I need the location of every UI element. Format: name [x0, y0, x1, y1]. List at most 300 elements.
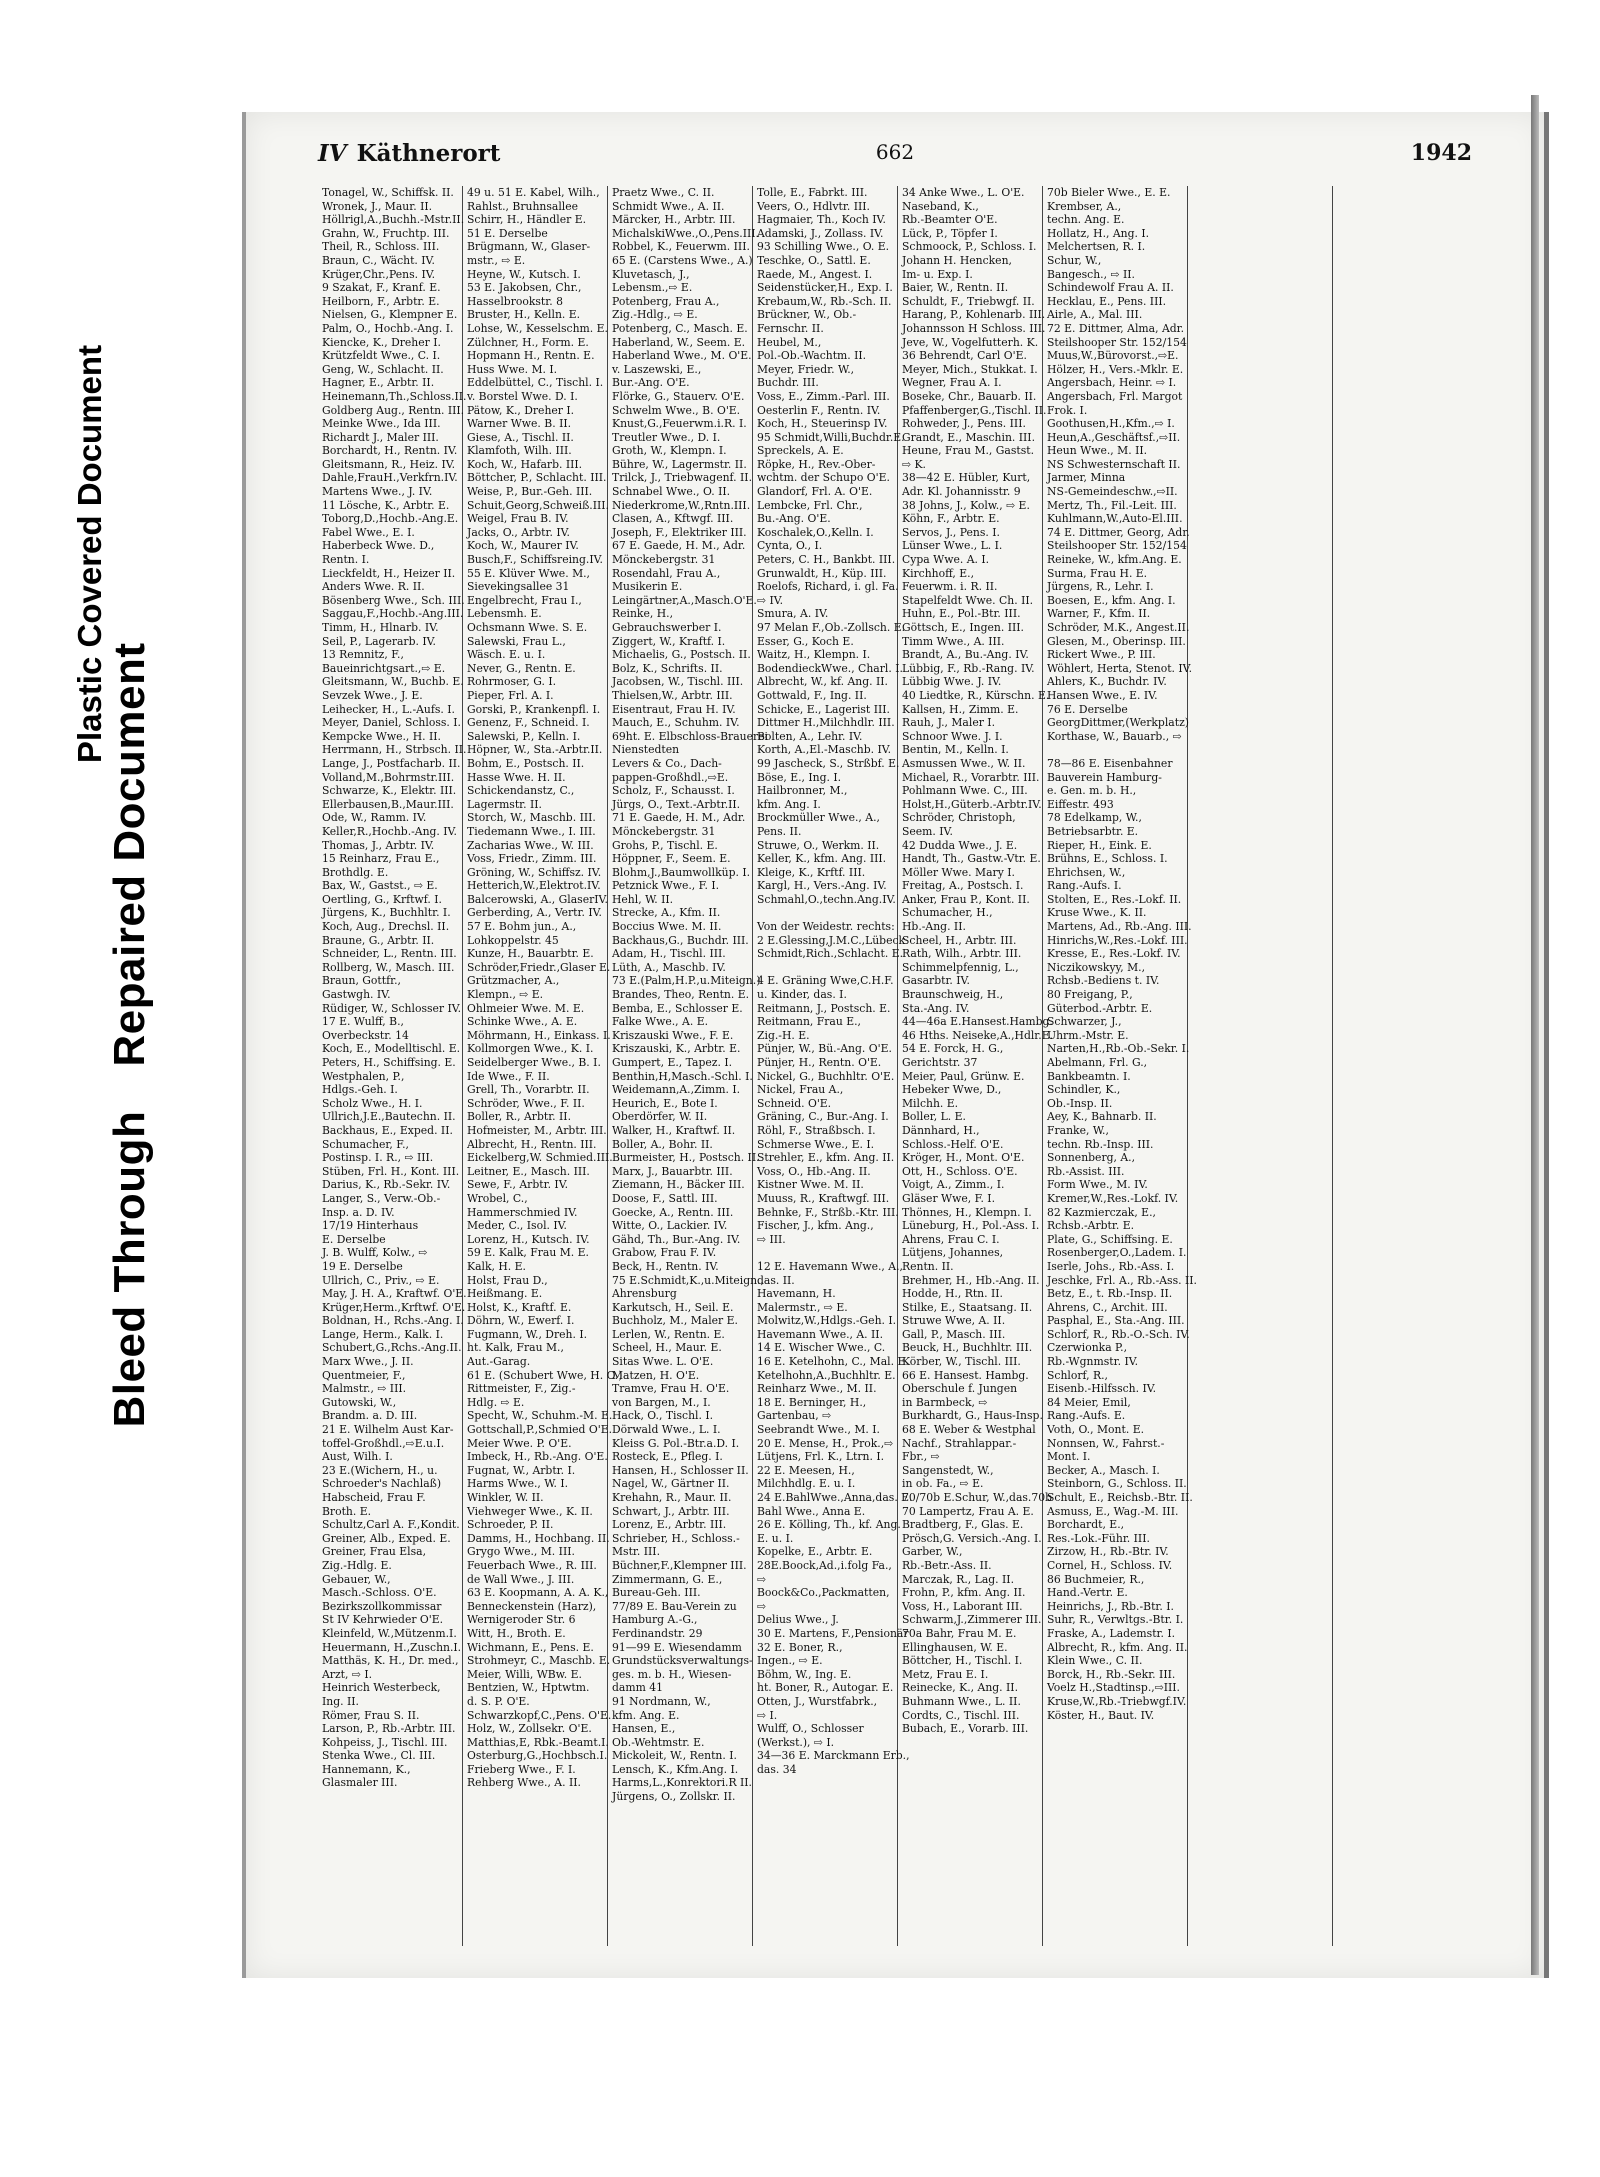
directory-entry: Nachf., Strahlappar.- — [902, 1436, 1017, 1450]
directory-entry: Pasphal, E., Sta.-Ang. III. — [1047, 1314, 1185, 1328]
directory-entry: Rchsb.-Bediens t. IV. — [1047, 974, 1160, 988]
directory-entry: Harms,L.,Konrektori.R II. — [612, 1776, 752, 1790]
directory-entry: 21 E. Wilhelm Aust Kar- — [322, 1423, 454, 1437]
directory-entry: Airle, A., Mal. III. — [1047, 308, 1143, 322]
column-2 — [463, 186, 623, 1946]
directory-entry: Baueinrichtgsart.,⇨ E. — [322, 661, 446, 675]
directory-entry: Ahrensburg — [612, 1287, 677, 1301]
directory-entry: Lange, Herm., Kalk. I. — [322, 1327, 444, 1341]
directory-entry: Salewski, P., Kelln. I. — [467, 729, 581, 743]
directory-entry: Matthäs, K. H., Dr. med., — [322, 1654, 459, 1668]
directory-entry: 19 E. Derselbe — [322, 1259, 403, 1273]
directory-entry: Koch, E., Modelltischl. E. — [322, 1042, 461, 1056]
directory-entry: Herrmann, H., Strbsch. II. — [322, 743, 467, 757]
directory-entry: Weise, P., Bur.-Geh. III. — [467, 485, 593, 499]
directory-entry: Scholz, F., Schausst. I. — [612, 784, 735, 798]
directory-entry: Treutler Wwe., D. I. — [612, 430, 721, 444]
directory-entry: Dännhard, H., — [902, 1123, 980, 1137]
column-7 — [1188, 186, 1333, 1946]
directory-entry: Mertz, Th., Fil.-Leit. III. — [1047, 498, 1177, 512]
directory-entry: Anders Wwe. R. II. — [322, 580, 425, 594]
directory-entry: Hebeker Wwe, D., — [902, 1083, 1002, 1097]
directory-entry: Zig.-Hdlg. E. — [322, 1558, 392, 1572]
directory-entry: Bauverein Hamburg- — [1047, 770, 1162, 784]
directory-entry: Lorenz, H., Kutsch. IV. — [467, 1232, 590, 1246]
directory-entry: Röpke, H., Rev.-Ober- — [757, 457, 876, 471]
directory-entry: Weigel, Frau B. IV. — [467, 512, 569, 526]
binding-edge — [1531, 95, 1539, 1975]
directory-entry: Betriebsarbtr. E. — [1047, 824, 1139, 838]
directory-entry: 26 E. Kölling, Th., kf. Ang. — [757, 1518, 901, 1532]
directory-entry: Raede, M., Angest. I. — [757, 267, 873, 281]
directory-entry: Flörke, G., Stauerv. O'E. — [612, 389, 745, 403]
directory-entry: Brühns, E., Schloss. I. — [1047, 852, 1168, 866]
directory-entry: Matthias,E, Rbk.-Beamt.I. — [467, 1735, 609, 1749]
directory-entry: 17/19 Hinterhaus — [322, 1219, 419, 1233]
directory-entry: Meyer, Daniel, Schloss. I. — [322, 716, 461, 730]
directory-entry: Garber, W., — [902, 1545, 963, 1559]
directory-entry: Greiner, Frau Elsa, — [322, 1545, 427, 1559]
directory-entry: Schwart, J., Arbtr. III. — [612, 1504, 730, 1518]
directory-entry: Heune, Frau M., Gastst. — [902, 444, 1035, 458]
directory-entry: Böttcher, P., Schlacht. III. — [467, 471, 607, 485]
directory-entry: Kirchhoff, E., — [902, 566, 975, 580]
directory-entry: Heißmang. E. — [467, 1287, 543, 1301]
directory-entry: ges. m. b. H., Wiesen- — [612, 1667, 732, 1681]
directory-entry: Brückner, W., Ob.- — [757, 308, 857, 322]
directory-entry: Ing. II. — [322, 1694, 359, 1708]
directory-entry: Form Wwe., M. IV. — [1047, 1178, 1148, 1192]
directory-entry: Busch,F., Schiffsreing.IV. — [467, 553, 603, 567]
directory-entry: Hasselbrookstr. 8 — [467, 294, 563, 308]
directory-entry: Baier, W., Rentn. II. — [902, 281, 1009, 295]
directory-entry: Gerberding, A., Vertr. IV. — [467, 906, 602, 920]
directory-entry: Grell, Th., Vorarbtr. II. — [467, 1083, 590, 1097]
directory-entry: (Werkst.), ⇨ I. — [757, 1735, 835, 1749]
directory-entry: Holst, Frau D., — [467, 1273, 548, 1287]
directory-entry: Niederkrome,W.,Rntn.III. — [612, 498, 751, 512]
directory-entry: Gläser Wwe, F. I. — [902, 1191, 996, 1205]
directory-entry: Milchhdlg. E. u. I. — [757, 1477, 856, 1491]
directory-entry: Lebensmh. E. — [467, 607, 542, 621]
directory-entry: Teschke, O., Sattl. E. — [757, 253, 871, 267]
directory-entry: Rang.-Aufs. E. — [1047, 1409, 1126, 1423]
directory-entry: 77/89 E. Bau-Verein zu — [612, 1599, 737, 1613]
directory-entry: wchtm. der Schupo O'E. — [757, 471, 890, 485]
directory-entry: Ellinghausen, W. E. — [902, 1640, 1008, 1654]
directory-entry: Märcker, H., Arbtr. III. — [612, 213, 736, 227]
directory-columns — [318, 186, 1478, 1946]
directory-entry: Hinrichs,W.,Res.-Lokf. III. — [1047, 933, 1188, 947]
directory-entry: Schmoock, P., Schloss. I. — [902, 240, 1037, 254]
directory-entry: Rittmeister, F., Zig.- — [467, 1382, 576, 1396]
directory-entry: Voelz H.,Stadtinsp.,⇨III. — [1047, 1681, 1180, 1695]
directory-entry: Koch, H., Steuerinsp IV. — [757, 417, 888, 431]
directory-entry: Pohlmann Wwe. C., III. — [902, 784, 1028, 798]
directory-entry: Struwe Wwe, A. II. — [902, 1314, 1006, 1328]
directory-entry: Voss, E., Zimm.-Parl. III. — [757, 389, 890, 403]
directory-entry: Johann H. Hencken, — [902, 253, 1012, 267]
directory-entry: Malermstr., ⇨ E. — [757, 1300, 848, 1314]
directory-entry: Lück, P., Töpfer I. — [902, 226, 998, 240]
directory-entry: Kruse Wwe., K. II. — [1047, 906, 1147, 920]
directory-entry: Lerlen, W., Rentn. E. — [612, 1327, 725, 1341]
label-plastic-covered: Plastic Covered Document — [71, 344, 108, 764]
directory-entry: Hodde, H., Rtn. II. — [902, 1287, 1003, 1301]
directory-entry: Damms, H., Hochbang. II. — [467, 1531, 610, 1545]
directory-entry: Möhrmann, H., Einkass. I. — [467, 1028, 611, 1042]
directory-entry: Milchh. E. — [902, 1096, 959, 1110]
directory-entry: Rb.-Wgnmstr. IV. — [1047, 1355, 1139, 1369]
directory-entry: Gottwald, F., Ing. II. — [757, 688, 867, 702]
directory-entry: Michaelis, G., Postsch. II. — [612, 648, 751, 662]
directory-entry: 59 E. Kalk, Frau M. E. — [467, 1246, 589, 1260]
directory-entry: Bur.-Ang. O'E. — [612, 376, 690, 390]
directory-entry: Schmerse Wwe., E. I. — [757, 1137, 875, 1151]
directory-entry: Strecke, A., Kfm. II. — [612, 906, 721, 920]
directory-entry: Angersbach, Frl. Margot — [1047, 389, 1183, 403]
directory-entry: Schröder, M.K., Angest.II. — [1047, 621, 1190, 634]
page-header — [318, 140, 1472, 170]
directory-entry: Nielsen, G., Klempner E. — [322, 308, 458, 322]
directory-entry: Rehberg Wwe., A. II. — [467, 1776, 581, 1790]
directory-entry: Krehahn, R., Maur. II. — [612, 1491, 732, 1504]
directory-entry: Michael, R., Vorarbtr. III. — [902, 770, 1040, 784]
directory-entry: Sewe, F., Arbtr. IV. — [467, 1178, 569, 1192]
directory-entry: Lensch, K., Kfm.Ang. I. — [612, 1762, 739, 1776]
directory-entry: Boller, R., Arbtr. II. — [467, 1110, 572, 1124]
directory-entry: Köhn, F., Arbtr. E. — [902, 512, 1000, 526]
directory-entry: Backhaus, E., Exped. II. — [322, 1123, 453, 1137]
directory-entry: 54 E. Forck, H. G., — [902, 1042, 1004, 1056]
directory-entry: Peters, C. H., Bankbt. III. — [757, 553, 896, 567]
directory-entry: Lüth, A., Maschb. IV. — [612, 960, 726, 974]
directory-entry: Rohrmoser, G. I. — [467, 675, 557, 689]
directory-entry: Broth. E. — [322, 1504, 372, 1518]
directory-entry: Ingen., ⇨ E. — [757, 1654, 823, 1668]
directory-entry: Meyer, Friedr. W., — [757, 362, 855, 376]
directory-entry: Dörwald Wwe., L. I. — [612, 1423, 721, 1437]
directory-entry: Bradtberg, F., Glas. E. — [902, 1518, 1024, 1532]
directory-entry: Rb.-Betr.-Ass. II. — [902, 1558, 992, 1572]
directory-entry: Schmahl,O.,techn.Ang.IV. — [757, 892, 896, 906]
directory-entry: Boock&Co.,Packmatten, — [757, 1586, 890, 1600]
directory-entry: Gebrauchswerber I. — [612, 621, 722, 634]
directory-entry: Postinsp. I. R., ⇨ III. — [322, 1151, 434, 1165]
directory-entry: Brothdlg. E. — [322, 865, 389, 879]
directory-entry: Schwelm Wwe., B. O'E. — [612, 403, 741, 417]
header-volume: IV — [318, 140, 347, 167]
directory-entry: Burkhardt, G., Haus-Insp. — [902, 1409, 1043, 1423]
directory-entry: Veers, O., Hdlvtr. III. — [757, 199, 870, 213]
directory-entry: Rang.-Aufs. I. — [1047, 879, 1122, 893]
directory-entry: Anker, Frau P., Kont. II. — [902, 892, 1030, 906]
directory-entry: Ochsmann Wwe. S. E. — [467, 621, 588, 634]
directory-entry: Oberschule f. Jungen — [902, 1382, 1018, 1396]
directory-entry: Höppner, F., Seem. E. — [612, 852, 731, 866]
directory-entry: Kriszauski, K., Arbtr. E. — [612, 1042, 741, 1056]
directory-entry: 75 E.Schmidt,K.,u.Miteign., — [612, 1273, 764, 1287]
directory-entry: Zacharias Wwe., W. III. — [467, 838, 594, 852]
directory-entry: Kopelke, E., Arbtr. E. — [757, 1545, 873, 1559]
directory-entry: Meder, C., Isol. IV. — [467, 1219, 567, 1233]
directory-entry: Lieckfeldt, H., Heizer II. — [322, 566, 456, 580]
directory-entry: Brandt, A., Bu.-Ang. IV. — [902, 648, 1029, 662]
directory-entry: Heinrich Westerbeck, — [322, 1681, 441, 1695]
directory-entry: Sangenstedt, W., — [902, 1463, 994, 1477]
directory-entry: 38—42 E. Hübler, Kurt, — [902, 471, 1031, 485]
directory-entry: 70 Lampertz, Frau A. E. — [902, 1504, 1034, 1518]
directory-entry: Langer, S., Verw.-Ob.- — [322, 1191, 441, 1205]
directory-entry: 93 Schilling Wwe., O. E. — [757, 240, 890, 254]
directory-entry: Von der Weidestr. rechts: — [757, 920, 895, 934]
directory-entry: Benneckenstein (Harz), — [467, 1599, 597, 1613]
directory-entry: Voss, Friedr., Zimm. III. — [467, 852, 597, 866]
directory-entry: Schuldt, F., Triebwgf. II. — [902, 294, 1035, 308]
directory-entry: 72 E. Dittmer, Alma, Adr. — [1047, 321, 1185, 335]
directory-entry: 24 E.BahlWwe.,Anna,das. E. — [757, 1491, 913, 1504]
directory-entry: Gröning, W., Schiffsz. IV. — [467, 865, 602, 879]
directory-entry: techn. Ang. E. — [1047, 213, 1125, 227]
directory-entry: Cornel, H., Schloss. IV. — [1047, 1558, 1173, 1572]
directory-entry: Plate, G., Schiffsing. E. — [1047, 1232, 1173, 1246]
directory-entry — [757, 906, 893, 920]
directory-entry: 84 Meier, Emil, — [1047, 1395, 1131, 1409]
directory-entry: Schwarm,J.,Zimmerer III. — [902, 1613, 1042, 1627]
directory-entry: Meier, Paul, Grünw. E. — [902, 1069, 1025, 1083]
directory-entry: Zig.-H. E. — [757, 1028, 810, 1042]
directory-entry: Groth, W., Klempn. I. — [612, 444, 727, 458]
directory-entry: Betz, E., t. Rb.-Insp. II. — [1047, 1287, 1173, 1301]
directory-entry: 51 E. Derselbe — [467, 226, 548, 240]
directory-entry: 53 E. Jakobsen, Chr., — [467, 281, 582, 295]
directory-entry: Schneid. O'E. — [757, 1096, 832, 1110]
directory-entry: Braun, C., Wächt. IV. — [322, 253, 435, 267]
directory-entry: Böttcher, H., Tischl. I. — [902, 1654, 1023, 1668]
directory-entry: Kleinfeld, W.,Mützenm.I. — [322, 1626, 457, 1640]
directory-entry: Servos, J., Pens. I. — [902, 525, 1000, 539]
directory-entry: Hecklau, E., Pens. III. — [1047, 294, 1167, 308]
directory-entry: de Wall Wwe., J. III. — [467, 1572, 575, 1586]
directory-entry: Habscheid, Frau F. — [322, 1491, 426, 1504]
directory-entry: Harang, P., Kohlenarb. III. — [902, 308, 1046, 322]
directory-entry: NS Schwesternschaft II. — [1047, 457, 1181, 471]
directory-entry: Buchdr. III. — [757, 376, 819, 390]
directory-entry: Roelofs, Richard, i. gl. Fa. — [757, 580, 899, 594]
directory-entry: Frohn, P., kfm. Ang. II. — [902, 1586, 1026, 1600]
directory-entry: Jacobsen, W., Tischl. III. — [612, 675, 744, 689]
directory-entry: ht. Boner, R., Autogar. E. — [757, 1681, 894, 1695]
directory-entry: Spreckels, A. E. — [757, 444, 844, 458]
directory-entry: 28E.Boock,Ad.,i.folg Fa., — [757, 1558, 892, 1572]
directory-entry: Insp. a. D. IV. — [322, 1205, 395, 1219]
directory-entry: Holz, W., Zollsekr. O'E. — [467, 1722, 592, 1736]
directory-entry: Rosteck, E., Pfleg. I. — [612, 1450, 723, 1464]
directory-entry: Osterburg,G.,Hochbsch.I. — [467, 1749, 608, 1763]
directory-entry: Kuhlmann,W.,Auto-El.III. — [1047, 512, 1183, 526]
directory-entry: Mickoleit, W., Rentn. I. — [612, 1749, 737, 1763]
directory-entry: Reinharz Wwe., M. II. — [757, 1382, 877, 1396]
directory-entry: in Barmbeck, ⇨ — [902, 1395, 988, 1409]
directory-entry: Potenberg, C., Masch. E. — [612, 321, 748, 335]
directory-entry: 16 E. Ketelhohn, C., Mal. E. — [757, 1355, 909, 1369]
directory-entry: Adr. Kl. Johannisstr. 9 — [902, 485, 1021, 499]
directory-entry: Grohs, P., Tischl. E. — [612, 838, 718, 852]
directory-entry: Kallsen, H., Zimm. E. — [902, 702, 1019, 716]
directory-entry: Goothusen,H.,Kfm.,⇨ I. — [1047, 417, 1175, 431]
directory-entry: Naseband, K., — [902, 199, 979, 213]
directory-entry: Voth, O., Mont. E. — [1047, 1423, 1145, 1437]
directory-entry: Kohpeiss, J., Tischl. III. — [322, 1735, 448, 1749]
directory-entry: Mont. I. — [1047, 1450, 1091, 1464]
directory-entry: Hetterich,W.,Elektrot.IV. — [467, 879, 601, 893]
directory-entry: 73 E.(Palm,H.P.,u.Miteign.) — [612, 974, 761, 988]
directory-entry: Fugmann, W., Dreh. I. — [467, 1327, 588, 1341]
directory-entry: Heyne, W., Kutsch. I. — [467, 267, 581, 281]
directory-entry: Heinrichs, J., Rb.-Btr. I. — [1047, 1599, 1174, 1613]
directory-entry: Mönckebergstr. 31 — [612, 553, 716, 567]
directory-entry: Albrecht, R., kfm. Ang. II. — [1047, 1640, 1188, 1654]
directory-entry: Otten, J., Wurstfabrk., — [757, 1694, 878, 1708]
directory-entry: Braunschweig, H., — [902, 988, 1004, 1002]
directory-entry: Meyer, Mich., Stukkat. I. — [902, 362, 1038, 376]
directory-entry: Meier, Willi, WBw. E. — [467, 1667, 582, 1681]
directory-entry: Lange, J., Postfacharb. II. — [322, 756, 461, 770]
directory-entry: Goldberg Aug., Rentn. III. — [322, 403, 465, 417]
directory-entry: Reinecke, K., Ang. II. — [902, 1681, 1019, 1695]
directory-entry: Niczikowskyy, M., — [1047, 960, 1146, 974]
directory-entry: 42 Dudda Wwe., J. E. — [902, 838, 1018, 852]
directory-entry: Schlorf, R., — [1047, 1368, 1108, 1382]
directory-entry: 49 u. 51 E. Kabel, Wilh., — [467, 186, 600, 199]
directory-entry: Lohse, W., Kesselschm. E. — [467, 321, 608, 335]
directory-entry: Zirzow, H., Rb.-Btr. IV. — [1047, 1545, 1169, 1559]
directory-entry: Quentmeier, F., — [322, 1368, 406, 1382]
directory-entry: Korth, A.,El.-Maschb. IV. — [757, 743, 892, 757]
directory-entry: 46 Hths. Neiseke,A.,Hdlr.E. — [902, 1028, 1054, 1042]
directory-entry: ⇨ IV. — [757, 593, 784, 607]
directory-entry: 69ht. E. Elbschloss-Brauerei — [612, 729, 768, 743]
directory-entry: Schloss.-Helf. O'E. — [902, 1137, 1004, 1151]
directory-entry: Bax, W., Gastst., ⇨ E. — [322, 879, 438, 893]
directory-entry: Esser, G., Koch E. — [757, 634, 854, 648]
directory-entry: Rentn. I. — [322, 553, 370, 567]
directory-entry: Reitmann, J., Postsch. E. — [757, 1001, 891, 1015]
directory-entry: Winkler, W. II. — [467, 1491, 544, 1504]
directory-entry: ⇨ III. — [757, 1232, 786, 1246]
directory-entry: Grützmacher, A., — [467, 974, 560, 988]
directory-entry: Gerichtstr. 37 — [902, 1056, 978, 1069]
directory-entry: Borchardt, E., — [1047, 1518, 1125, 1532]
directory-entry: Boccius Wwe. M. II. — [612, 920, 722, 934]
directory-entry: BodendieckWwe., Charl. I. — [757, 661, 903, 675]
directory-entry: Schultz,Carl A. F.,Kondit. — [322, 1518, 460, 1532]
directory-entry: Schröder,Friedr.,Glaser E. — [467, 960, 611, 974]
directory-entry: Ehrichsen, W., — [1047, 865, 1126, 879]
directory-entry: Schröder, Wwe., F. II. — [467, 1096, 585, 1110]
directory-entry: Overbeckstr. 14 — [322, 1028, 409, 1042]
directory-entry: Handt, Th., Gastw.-Vtr. E. — [902, 852, 1041, 866]
directory-entry: Adam, H., Tischl. III. — [612, 947, 726, 961]
directory-entry: Bruster, H., Kelln. E. — [467, 308, 581, 322]
directory-entry: Keller,R.,Hochb.-Ang. IV. — [322, 824, 457, 838]
column-5 — [898, 186, 1054, 1946]
directory-entry: 44—46a E.Hansest.Hambg. — [902, 1015, 1053, 1029]
directory-entry: 4 E. Gräning Wwe,C.H.F. — [757, 974, 894, 988]
directory-entry: Seidelberger Wwe., B. I. — [467, 1056, 601, 1069]
directory-entry: Strehler, E., kfm. Ang. II. — [757, 1151, 895, 1165]
directory-entry: 34 Anke Wwe., L. O'E. — [902, 186, 1025, 199]
directory-entry: 17 E. Wulff, B., — [322, 1015, 404, 1029]
directory-entry: Oberdörfer, W. II. — [612, 1110, 708, 1124]
directory-entry: Robbel, K., Feuerwm. III. — [612, 240, 750, 254]
directory-entry: Heurich, E., Bote I. — [612, 1096, 718, 1110]
directory-entry: Timm Wwe., A. III. — [902, 634, 1005, 648]
directory-entry: Zülchner, H., Form. E. — [467, 335, 589, 349]
directory-entry: d. S. P. O'E. — [467, 1694, 530, 1708]
directory-entry: Schicke, E., Lagerist III. — [757, 702, 890, 716]
directory-entry: mstr., ⇨ E. — [467, 253, 526, 267]
directory-entry: Kriszauski Wwe., F. E. — [612, 1028, 734, 1042]
directory-entry: Res.-Lok.-Führ. III. — [1047, 1531, 1150, 1545]
directory-entry: Krüger,Chr.,Pens. IV. — [322, 267, 436, 281]
directory-entry: Kröger, H., Mont. O'E. — [902, 1151, 1025, 1165]
directory-entry: Giese, A., Tischl. II. — [467, 430, 574, 444]
directory-entry: Schwarze, K., Elektr. III. — [322, 784, 457, 798]
directory-entry: Hamburg A.-G., — [612, 1613, 698, 1627]
directory-entry: Franke, W., — [1047, 1123, 1109, 1137]
directory-entry: Pünjer, W., Bü.-Ang. O'E. — [757, 1042, 892, 1056]
directory-entry: Blohm,J.,Baumwollküp. I. — [612, 865, 751, 879]
directory-entry: Jeschke, Frl. A., Rb.-Ass. II. — [1047, 1273, 1197, 1287]
directory-entry: Buhmann Wwe., L. II. — [902, 1694, 1021, 1708]
directory-entry: Matzen, H. O'E. — [612, 1368, 700, 1382]
directory-entry: Rb.-Beamter O'E. — [902, 213, 998, 227]
directory-entry: Gorski, P., Krankenpfl. I. — [467, 702, 601, 716]
directory-entry: Jarmer, Minna — [1047, 471, 1126, 485]
directory-entry: Schmidt,Rich.,Schlacht. E. — [757, 947, 904, 961]
directory-entry: Rauh, J., Maler I. — [902, 716, 995, 730]
directory-entry: Schnoor Wwe. J. I. — [902, 729, 1003, 743]
directory-entry: Schinke Wwe., A. E. — [467, 1015, 578, 1029]
directory-entry: Freitag, A., Postsch. I. — [902, 879, 1024, 893]
directory-entry: Boseke, Chr., Bauarb. II. — [902, 389, 1037, 403]
directory-entry: Fernschr. II. — [757, 321, 824, 335]
directory-entry: Tonagel, W., Schiffsk. II. — [322, 186, 454, 199]
directory-entry: Albrecht, W., kf. Ang. II. — [757, 675, 888, 689]
directory-entry: Voss, H., Laborant III. — [902, 1599, 1023, 1613]
column-1 — [318, 186, 467, 1946]
directory-entry: Eisenb.-Hilfssch. IV. — [1047, 1382, 1157, 1396]
directory-entry: Waitz, H., Klempn. I. — [757, 648, 871, 662]
directory-entry: Fbr., ⇨ — [902, 1450, 940, 1464]
directory-entry: Boldnan, H., Rchs.-Ang. I. — [322, 1314, 464, 1328]
directory-entry: Glandorf, Frl. A. O'E. — [757, 485, 873, 499]
directory-entry: Meinke Wwe., Ida III. — [322, 417, 441, 431]
directory-entry: Bentin, M., Kelln. I. — [902, 743, 1009, 757]
directory-entry: Lübbig Wwe. J. IV. — [902, 675, 1002, 689]
directory-entry: May, J. H. A., Kraftwf. O'E. — [322, 1287, 467, 1301]
directory-entry: ⇨ K. — [902, 457, 926, 471]
directory-entry: Ahlers, K., Buchdr. IV. — [1047, 675, 1167, 689]
directory-entry: Kiencke, K., Dreher I. — [322, 335, 441, 349]
directory-entry: Stapelfeldt Wwe. Ch. II. — [902, 593, 1034, 607]
directory-entry: 70/70b E.Schur, W.,das.70b — [902, 1491, 1053, 1504]
directory-entry: 2 E.Glessing,J.M.C.,Lübeck — [757, 933, 906, 947]
directory-entry: Dahle,FrauH.,Verkfrn.IV. — [322, 471, 458, 485]
directory-entry: Gräning, C., Bur.-Ang. I. — [757, 1110, 889, 1124]
directory-entry: 65 E. (Carstens Wwe., A.) — [612, 253, 753, 267]
